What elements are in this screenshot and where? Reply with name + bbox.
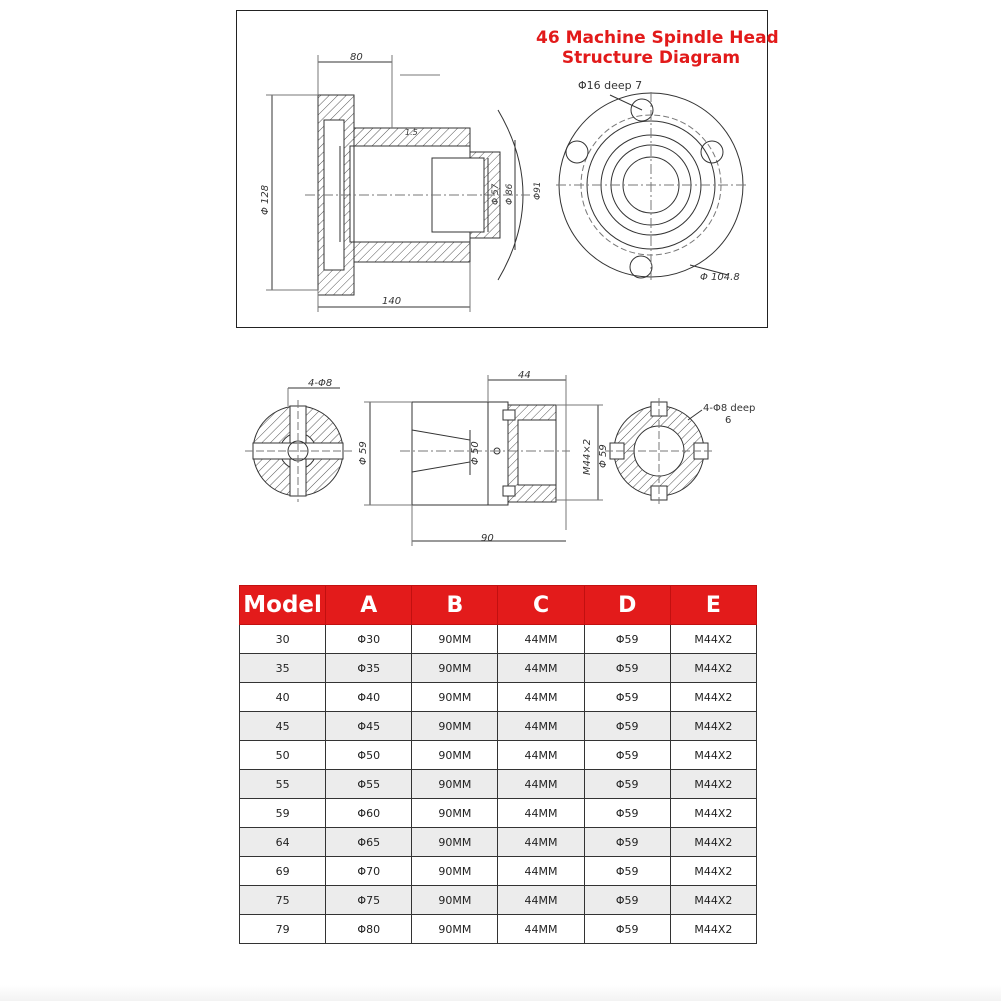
table-row	[240, 712, 757, 741]
bottom-dim-59-right: Φ 59	[598, 444, 609, 468]
table-cell: Φ59	[584, 770, 670, 799]
table-cell: 35	[240, 654, 326, 683]
bottom-main-section-view	[364, 375, 603, 546]
table-row	[240, 770, 757, 799]
bottom-left-end-view	[245, 388, 352, 502]
table-cell: M44X2	[670, 741, 756, 770]
header-a: A	[326, 586, 412, 625]
table-cell: 44MM	[498, 915, 584, 944]
table-row	[240, 857, 757, 886]
table-cell: M44X2	[670, 886, 756, 915]
left-view-label: 4-Φ8	[308, 378, 333, 389]
right-view-label-2: 6	[725, 415, 732, 426]
table-cell: 40	[240, 683, 326, 712]
table-cell: 44MM	[498, 654, 584, 683]
table-cell: 44MM	[498, 857, 584, 886]
bottom-shadow	[0, 985, 1001, 1001]
table-cell: Φ59	[584, 654, 670, 683]
title-line-1: 46 Machine Spindle Head	[536, 28, 779, 48]
table-cell: 75	[240, 886, 326, 915]
table-cell: Φ65	[326, 828, 412, 857]
table-cell: 55	[240, 770, 326, 799]
header-model: Model	[240, 586, 326, 625]
table-cell: 59	[240, 799, 326, 828]
header-c: C	[498, 586, 584, 625]
table-cell: 90MM	[412, 712, 498, 741]
table-row	[240, 654, 757, 683]
table-cell: 90MM	[412, 654, 498, 683]
table-cell: M44X2	[670, 654, 756, 683]
table-row	[240, 886, 757, 915]
table-cell: Φ59	[584, 799, 670, 828]
bottom-dim-44: 44	[518, 370, 531, 381]
table-cell: Φ60	[326, 799, 412, 828]
table-cell: 90MM	[412, 857, 498, 886]
header-b: B	[412, 586, 498, 625]
table-cell: 44MM	[498, 741, 584, 770]
bottom-dim-59-left: Φ 59	[358, 441, 369, 465]
table-cell: 90MM	[412, 915, 498, 944]
table-cell: Φ40	[326, 683, 412, 712]
table-cell: Φ59	[584, 886, 670, 915]
spec-table	[239, 585, 757, 944]
table-cell: 90MM	[412, 770, 498, 799]
table-cell: 69	[240, 857, 326, 886]
table-cell: 44MM	[498, 683, 584, 712]
table-cell: Φ59	[584, 828, 670, 857]
table-cell: M44X2	[670, 915, 756, 944]
table-cell: 90MM	[412, 741, 498, 770]
title-line-2: Structure Diagram	[561, 48, 741, 68]
top-dim-128: Φ 128	[260, 184, 271, 215]
table-cell: Φ59	[584, 683, 670, 712]
table-cell: M44X2	[670, 828, 756, 857]
table-cell: Φ55	[326, 770, 412, 799]
table-cell: Φ59	[584, 712, 670, 741]
table-row	[240, 741, 757, 770]
header-e: E	[670, 586, 756, 625]
top-side-section-view	[266, 55, 530, 312]
bottom-dim-50: Φ 50	[470, 441, 481, 465]
bottom-right-end-view	[605, 398, 712, 504]
table-cell: 44MM	[498, 799, 584, 828]
table-row	[240, 683, 757, 712]
right-view-label-1: 4-Φ8 deep	[703, 403, 756, 414]
top-dim-86: Φ 86	[505, 183, 515, 205]
table-row	[240, 625, 757, 654]
top-dim-80: 80	[350, 52, 363, 63]
table-cell: 44MM	[498, 625, 584, 654]
table-cell: Φ35	[326, 654, 412, 683]
table-cell: M44X2	[670, 799, 756, 828]
top-front-view	[556, 92, 746, 280]
table-row	[240, 915, 757, 944]
table-cell: 50	[240, 741, 326, 770]
pcd-label: Φ 104.8	[700, 272, 740, 283]
table-cell: Φ80	[326, 915, 412, 944]
spec-header-row	[240, 586, 757, 625]
table-cell: Φ59	[584, 625, 670, 654]
table-cell: 90MM	[412, 683, 498, 712]
table-cell: M44X2	[670, 625, 756, 654]
table-cell: 90MM	[412, 886, 498, 915]
table-cell: 44MM	[498, 886, 584, 915]
spec-table-body	[240, 625, 757, 944]
bottom-dim-90: 90	[481, 533, 494, 544]
table-cell: Φ59	[584, 741, 670, 770]
table-cell: Φ59	[584, 915, 670, 944]
hole-label: Φ16 deep 7	[578, 79, 643, 92]
table-cell: M44X2	[670, 712, 756, 741]
top-dim-57: Φ 57	[491, 183, 501, 205]
table-cell: Φ30	[326, 625, 412, 654]
table-cell: 44MM	[498, 828, 584, 857]
table-cell: M44X2	[670, 770, 756, 799]
header-d: D	[584, 586, 670, 625]
table-cell: 44MM	[498, 712, 584, 741]
table-cell: 45	[240, 712, 326, 741]
table-cell: Φ75	[326, 886, 412, 915]
table-row	[240, 799, 757, 828]
table-row	[240, 828, 757, 857]
table-cell: 79	[240, 915, 326, 944]
table-cell: 44MM	[498, 770, 584, 799]
bottom-dim-thread: M44×2	[582, 438, 593, 475]
table-cell: Φ70	[326, 857, 412, 886]
top-dim-1-5: 1.5	[405, 128, 418, 137]
table-cell: Φ45	[326, 712, 412, 741]
table-cell: M44X2	[670, 683, 756, 712]
table-cell: 30	[240, 625, 326, 654]
table-cell: Φ50	[326, 741, 412, 770]
table-cell: Φ59	[584, 857, 670, 886]
table-cell: 90MM	[412, 625, 498, 654]
top-dim-140: 140	[382, 296, 402, 307]
table-cell: 90MM	[412, 799, 498, 828]
table-cell: M44X2	[670, 857, 756, 886]
table-cell: 90MM	[412, 828, 498, 857]
table-cell: 64	[240, 828, 326, 857]
top-dim-91: Φ91	[533, 181, 543, 200]
